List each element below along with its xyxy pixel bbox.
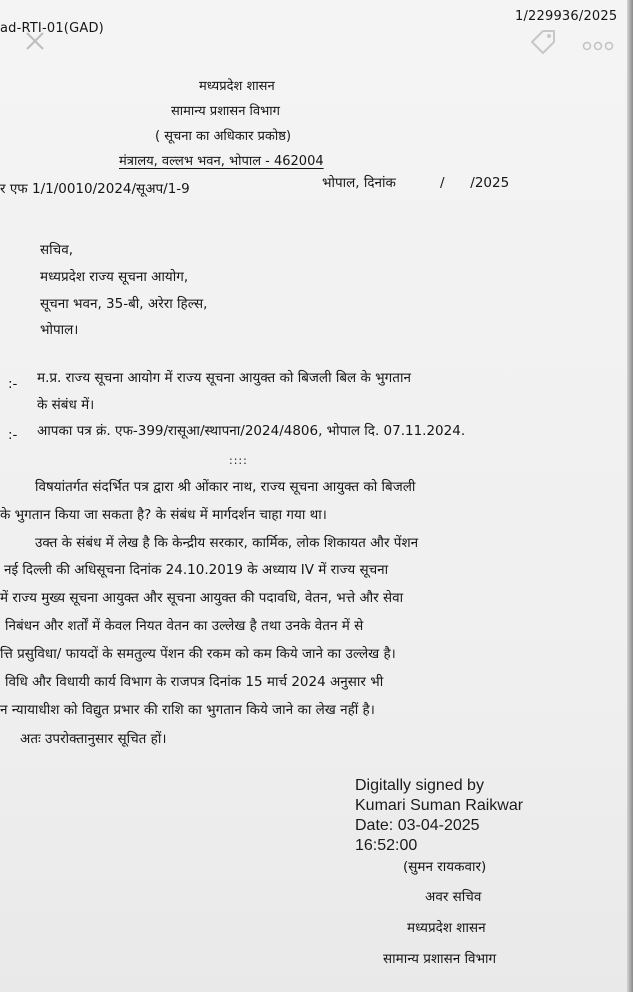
reference-marker: :- — [8, 427, 18, 443]
file-reference-right: 1/229936/2025 — [515, 9, 618, 24]
body-line-3: उक्त के संबंध में लेख है कि केन्द्रीय सरकार, कार्मिक, लोक शिकायत और पेंशन — [35, 535, 419, 551]
digital-signature-line-1: Digitally signed by — [355, 777, 484, 794]
digital-signature-date: Date: 03-04-2025 — [355, 817, 480, 834]
body-line-4: नई दिल्ली की अधिसूचना दिनांक 24.10.2019 के अध्याय IV में राज्य सूचना — [4, 562, 389, 578]
body-line-8: विधि और विधायी कार्य विभाग के राजपत्र दिनांक 15 मार्च 2024 अनुसार भी — [5, 674, 384, 690]
file-reference-left: ad-RTI-01(GAD) — [0, 21, 104, 36]
date-value: / /2025 — [440, 175, 510, 191]
signatory-org-line-1: मध्यप्रदेश शासन — [407, 920, 486, 936]
body-line-7: त्ति प्रसुविधा/ फायदों के समतुल्य पेंशन की रकम को कम किये जाने का उल्लेख है। — [0, 646, 396, 662]
tag-icon[interactable] — [526, 26, 560, 60]
addressee-line-2: मध्यप्रदेश राज्य सूचना आयोग, — [40, 269, 189, 285]
signatory-designation: अवर सचिव — [425, 889, 482, 905]
signatory-org-line-2: सामान्य प्रशासन विभाग — [383, 951, 497, 967]
letterhead-department: सामान्य प्रशासन विभाग — [171, 104, 280, 119]
place-date-label: भोपाल, दिनांक — [322, 175, 396, 191]
letterhead-government: मध्यप्रदेश शासन — [199, 79, 275, 94]
close-icon[interactable] — [24, 30, 46, 52]
page-edge-shadow — [627, 0, 633, 992]
body-line-9: न न्यायाधीश को विद्युत प्रभार की राशि का भुगतान किये जाने का लेख नहीं है। — [0, 702, 375, 718]
letterhead-cell: ( सूचना का अधिकार प्रकोष्ठ) — [155, 129, 292, 144]
reference-letter-text: आपका पत्र क्रं. एफ-399/रासूआ/स्थापना/2024/4806, भोपाल दि. 07.11.2024. — [37, 423, 466, 439]
separator: :::: — [229, 454, 248, 467]
subject-marker: :- — [8, 376, 18, 392]
body-line-2: के भुगतान किया जा सकता है? के संबंध में मार्गदर्शन चाहा गया था। — [0, 507, 327, 523]
letter-reference-number: र एफ 1/1/0010/2024/सूअप/1-9 — [0, 181, 190, 197]
addressee-line-3: सूचना भवन, 35-बी, अरेरा हिल्स, — [40, 296, 208, 312]
addressee-line-4: भोपाल। — [40, 322, 79, 338]
letterhead-address: मंत्रालय, वल्लभ भवन, भोपाल - 462004 — [119, 154, 324, 169]
body-line-6: निबंधन और शर्तों में केवल नियत वेतन का उल्लेख है तथा उनके वेतन में से — [5, 618, 364, 634]
body-line-10: अतः उपरोक्तानुसार सूचित हों। — [20, 731, 167, 747]
digital-signature-signer: Kumari Suman Raikwar — [355, 797, 524, 814]
more-dots-icon[interactable] — [581, 37, 615, 49]
subject-line-1: म.प्र. राज्य सूचना आयोग में राज्य सूचना आयुक्त को बिजली बिल के भुगतान — [37, 370, 411, 386]
body-line-1: विषयांतर्गत संदर्भित पत्र द्वारा श्री ओंकार नाथ, राज्य सूचना आयुक्त को बिजली — [35, 479, 416, 495]
addressee-line-1: सचिव, — [40, 242, 73, 258]
digital-signature-time: 16:52:00 — [355, 837, 418, 854]
subject-line-2: के संबंध में। — [37, 397, 95, 413]
signatory-name: (सुमन रायकवार) — [403, 859, 487, 875]
body-line-5: में राज्य मुख्य सूचना आयुक्त और सूचना आयुक्त की पदावधि, वेतन, भत्ते और सेवा — [0, 590, 404, 606]
